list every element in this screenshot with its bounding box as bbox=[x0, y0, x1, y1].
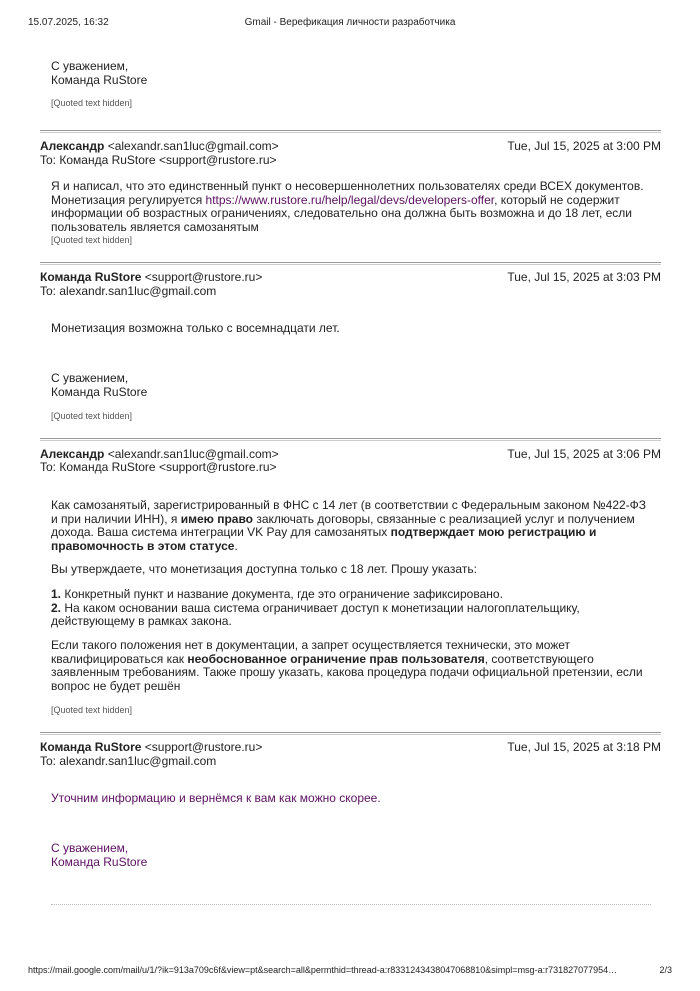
list-item bbox=[51, 602, 651, 629]
body-text: Если такого положения нет в документации, а запрет осуществляется технически, это может квалифицироваться как bbox=[51, 638, 571, 666]
body-text: Как самозанятый, зарегистрированный в ФНС с 14 лет (в соответствии с Федеральным законом №422-ФЗ и при наличии ИНН), я bbox=[51, 498, 647, 526]
body-text: Я и написал, что это единственный пункт о несовершеннолетних пользователях среди ВСЕХ документов. Монетизация регулируется bbox=[51, 179, 644, 207]
signature bbox=[51, 371, 147, 399]
sender-email: <alexandr.san1luc@gmail.com> bbox=[107, 139, 279, 153]
message-paragraph: Вы утверждаете, что монетизация доступна только с 18 лет. Прошу указать: bbox=[51, 562, 477, 576]
sender-email: <alexandr.san1luc@gmail.com> bbox=[107, 447, 279, 461]
body-text: . bbox=[234, 538, 238, 553]
list-text: На каком основании ваша система ограничивает доступ к монетизации налогоплательщику, действующему в рамках закона. bbox=[51, 600, 580, 628]
message-sender bbox=[40, 447, 279, 461]
recipient: Команда RuStore <support@rustore.ru> bbox=[59, 153, 277, 167]
message-sender bbox=[40, 270, 262, 284]
sender-name: Александр bbox=[40, 139, 105, 153]
body-bold: необоснованное ограничение прав пользователя bbox=[187, 651, 485, 666]
to-label: To: bbox=[40, 754, 57, 768]
list-number: 1. bbox=[51, 587, 62, 601]
message-body bbox=[51, 180, 651, 234]
body-bold: подтверждает мою регистрацию и правомочность в этом статусе bbox=[51, 525, 597, 553]
recipient: Команда RuStore <support@rustore.ru> bbox=[59, 460, 277, 474]
message-separator bbox=[40, 732, 661, 735]
signature-line: Команда RuStore bbox=[51, 73, 148, 87]
signature-line: Команда RuStore bbox=[51, 385, 148, 399]
request-list bbox=[51, 588, 651, 629]
message-separator bbox=[40, 130, 661, 133]
message-sender bbox=[40, 740, 262, 754]
message-date: Tue, Jul 15, 2025 at 3:03 PM bbox=[507, 270, 661, 284]
signature bbox=[51, 841, 147, 869]
body-bold: имею право bbox=[180, 511, 254, 526]
message-recipient bbox=[40, 460, 277, 474]
sender-name: Команда RuStore bbox=[40, 270, 142, 284]
body-text: , который не содержит информации об возрастных ограничениях, следовательно она должна быть возможна и до 18 лет, если пользователь является самозанятым bbox=[51, 192, 633, 234]
to-label: To: bbox=[40, 284, 57, 298]
message-recipient bbox=[40, 284, 216, 298]
message-separator bbox=[40, 438, 661, 441]
quoted-text-hidden[interactable]: [Quoted text hidden] bbox=[51, 411, 133, 421]
sender-name: Александр bbox=[40, 447, 105, 461]
sender-email: <support@rustore.ru> bbox=[144, 270, 263, 284]
message-body: Уточним информацию и вернёмся к вам как можно скорее. bbox=[51, 791, 381, 805]
quoted-text-hidden[interactable]: [Quoted text hidden] bbox=[51, 98, 133, 108]
body-text: заключать договоры, связанные с реализацией услуг и получением дохода. Ваша система интеграции VK Pay для самозанятых bbox=[51, 511, 635, 539]
recipient: alexandr.san1luc@gmail.com bbox=[59, 754, 217, 768]
signature-line: С уважением, bbox=[51, 841, 129, 855]
to-label: To: bbox=[40, 460, 57, 474]
to-label: To: bbox=[40, 153, 57, 167]
body-text: , соответствующего заявленным требованиям. Также прошу указать, какова процедура подачи официальной претензии, если вопрос не будет решён bbox=[51, 651, 643, 693]
message-date: Tue, Jul 15, 2025 at 3:18 PM bbox=[507, 740, 661, 754]
message-recipient bbox=[40, 754, 216, 768]
message-date: Tue, Jul 15, 2025 at 3:00 PM bbox=[507, 139, 661, 153]
list-number: 2. bbox=[51, 600, 62, 615]
list-text: Конкретный пункт и название документа, где это ограничение зафиксировано. bbox=[61, 587, 503, 601]
sender-name: Команда RuStore bbox=[40, 740, 142, 754]
signature bbox=[51, 59, 147, 87]
print-title: Gmail - Верефикация личности разработчика bbox=[244, 17, 456, 28]
message-paragraph bbox=[51, 499, 651, 553]
quoted-text-hidden[interactable]: [Quoted text hidden] bbox=[51, 705, 133, 715]
print-url: https://mail.google.com/mail/u/1/?ik=913a709c6f&view=pt&search=all&permthid=thread-a:r8331243438047068810&simpl=msg-a:r731827077954… bbox=[28, 965, 618, 975]
sender-email: <support@rustore.ru> bbox=[144, 740, 263, 754]
signature-line: С уважением, bbox=[51, 59, 129, 73]
message-body: Монетизация возможна только с восемнадцати лет. bbox=[51, 321, 340, 335]
recipient: alexandr.san1luc@gmail.com bbox=[59, 284, 217, 298]
signature-line: Команда RuStore bbox=[51, 855, 148, 869]
list-item bbox=[51, 588, 651, 602]
page-number: 2/3 bbox=[659, 965, 672, 975]
message-date: Tue, Jul 15, 2025 at 3:06 PM bbox=[507, 447, 661, 461]
message-sender bbox=[40, 139, 279, 153]
print-datetime: 15.07.2025, 16:32 bbox=[28, 17, 109, 28]
message-separator bbox=[40, 262, 661, 265]
message-paragraph bbox=[51, 639, 651, 693]
message-end-divider bbox=[51, 904, 651, 905]
signature-line: С уважением, bbox=[51, 371, 129, 385]
quoted-text-hidden[interactable]: [Quoted text hidden] bbox=[51, 235, 133, 245]
message-recipient bbox=[40, 153, 277, 167]
developers-offer-link[interactable]: https://www.rustore.ru/help/legal/devs/developers-offer bbox=[205, 192, 495, 207]
